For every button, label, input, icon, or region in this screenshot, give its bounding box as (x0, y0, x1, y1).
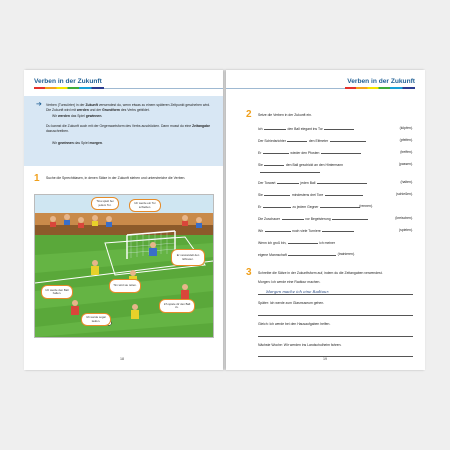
page-title: Verben in der Zukunft (34, 78, 102, 85)
task-2-text: Setze die Verben in der Zukunft ein. (258, 113, 312, 117)
speech-bubble: Tina spielt bei jedem Tor. (91, 197, 119, 210)
task-1-number: 1 (34, 173, 40, 184)
blank[interactable] (282, 216, 304, 220)
info-paragraph-2: Du kannst die Zukunft auch mit der Gegenwartsform des Verbs ausdrücken. Dann musst du eine Zeitangabe dazuschreiben. (46, 124, 210, 133)
fill-line-5: Der Torwart jeden Ball (258, 180, 368, 185)
soccer-illustration (34, 194, 214, 338)
blank[interactable] (317, 180, 367, 184)
blank[interactable] (263, 150, 289, 154)
speech-bubble: Ich werde den Ball halten. (41, 285, 73, 299)
speech-bubble: Tim wird sie retten. (109, 279, 141, 293)
title-rule (104, 88, 223, 89)
title-rule (226, 88, 345, 89)
verb-hint: (schießen). (396, 192, 413, 196)
blank[interactable] (277, 180, 299, 184)
page-number: 19 (323, 357, 327, 361)
speech-bubble: Ich spiele dir den Ball zu. (159, 299, 195, 313)
fill-line-6: Sie mindestens drei Tore (258, 192, 364, 197)
info-box (24, 96, 223, 166)
blank[interactable] (321, 150, 361, 154)
verb-hint: (kreischen). (395, 216, 413, 220)
fill-line-2: Der Schiedsrichter den Elfmeter (258, 138, 367, 143)
answer-line[interactable] (258, 336, 413, 337)
page-title: Verben in der Zukunft (347, 78, 415, 85)
blank[interactable] (332, 216, 368, 220)
blank[interactable] (263, 204, 291, 208)
verb-hint: (passen). (398, 162, 413, 166)
handwritten-answer: Morgen mache ich eine Radtour. (266, 289, 330, 294)
fill-line-10: Wenn ich groß bin, ich meiner (258, 241, 336, 245)
arrow-right-icon: ➔ (36, 101, 42, 108)
fill-line-11: eigene Mannschaft (258, 252, 338, 257)
blank[interactable] (264, 126, 286, 130)
answer-line[interactable] (258, 315, 413, 316)
blank[interactable] (264, 162, 284, 166)
verb-hint: (trainieren). (337, 252, 355, 256)
page-number: 18 (120, 357, 124, 361)
fill-line-1: Ich den Ball elegant ins Tor (258, 126, 356, 131)
task-3-prompt: Später: Ich werde zum Glasmuseum gehen. (258, 301, 325, 305)
task-3-prompt: Nächste Woche: Wir werden ins Landschulheim fahren. (258, 343, 342, 347)
info-example-1: Wir werden das Spiel gewinnen. (52, 114, 103, 119)
fill-line-7: Er zu jedem Gegner (258, 204, 361, 209)
blank[interactable] (324, 126, 354, 130)
fill-line-4: Sie den Ball geschickt an den Hintermann (258, 163, 344, 167)
answer-line[interactable] (258, 294, 413, 295)
info-paragraph-1: Verben (Tunwörter) in der Zukunft verwendest du, wenn etwas zu einem späteren Zeitpunkt geschehen wird. Die Zukunft wird mit werden und der Grundform des Verbs gebildet. Wir werden das Spiel gewinnen. (46, 103, 211, 119)
info-example-2: Wir gewinnen das Spiel morgen. (52, 141, 103, 145)
fill-line-3: Er wieder den Pfosten (258, 150, 362, 155)
blank[interactable] (264, 192, 290, 196)
fill-line-8: Die Zuschauer vor Begeisterung (258, 216, 370, 221)
task-2-number: 2 (246, 109, 252, 120)
left-page (24, 70, 223, 370)
answer-line[interactable] (258, 356, 413, 357)
color-stripe (34, 87, 104, 89)
blank[interactable] (322, 228, 354, 232)
task-3-text: Schreibe die Sätze in der Zukunftsform auf, indem du die Zeitangaben verwendest. (258, 271, 383, 275)
fill-line-9: Wir noch viele Turniere (258, 228, 356, 233)
task-3-prompt: Gleich: Ich werde bei den Hausaufgaben helfen. (258, 322, 331, 326)
verb-hint: (halten). (400, 180, 413, 184)
speech-bubble: Ich werde sogar laufen. (81, 313, 111, 326)
task-3-number: 3 (246, 267, 252, 278)
verb-hint: (spielen). (399, 228, 413, 232)
blank[interactable] (320, 204, 360, 208)
verb-hint: (rennen). (359, 204, 373, 208)
verb-hint: (pfeifen). (399, 138, 413, 142)
task-1-text: Suche die Sprechblasen, in denen Sätze in der Zukunft stehen und unterstreiche die Verben. (46, 176, 186, 180)
fill-line-4b (258, 169, 321, 173)
blank[interactable] (288, 240, 318, 244)
blank[interactable] (260, 169, 320, 173)
color-stripe (345, 87, 415, 89)
speech-bubble: Er verwandelt den Elfmeter. (171, 249, 205, 266)
blank[interactable] (265, 228, 291, 232)
blank[interactable] (325, 192, 363, 196)
blank[interactable] (287, 138, 307, 142)
verb-hint: (treffen). (400, 150, 413, 154)
blank[interactable] (330, 138, 366, 142)
task-3-prompt: Morgen: Ich werde eine Radtour machen. (258, 280, 321, 284)
blank[interactable] (288, 252, 336, 256)
speech-bubble: Ich werde ein Tor schießen. (129, 199, 161, 212)
soccer-field-image (35, 195, 213, 337)
verb-hint: (köpfen). (399, 126, 413, 130)
right-page (226, 70, 425, 370)
